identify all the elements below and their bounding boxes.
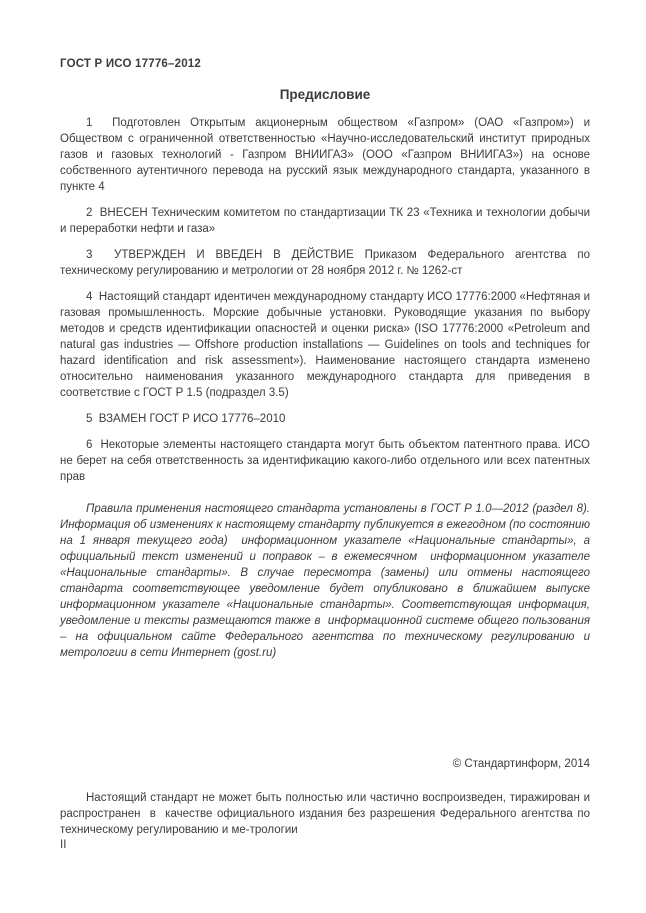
copyright-line: © Стандартинформ, 2014: [452, 758, 590, 770]
document-code-header: ГОСТ Р ИСО 17776–2012: [60, 58, 201, 70]
foreword-item-4: 4 Настоящий стандарт идентичен международному стандарту ИСО 17776:2000 «Нефтяная и газовая промышленность. Морские добычные установки. Руководящие указания по выбору методов и средств идентификации опасностей и оценки риска» (ISO 17776:2000 «Petroleum and natural gas industries — Offshore production installations — Guidelines on tools and techniques for hazard identification and risk assessment»). Наименование настоящего стандарта изменено относительно наименования указанного международного стандарта для приведения в соответствие с ГОСТ Р 1.5 (подраздел 3.5): [60, 291, 590, 399]
foreword-item-2: 2 ВНЕСЕН Техническим комитетом по стандартизации ТК 23 «Техника и технологии добычи и переработки нефти и газа»: [60, 207, 590, 235]
foreword-item-1: 1 Подготовлен Открытым акционерным обществом «Газпром» (ОАО «Газпром») и Обществом с ограниченной ответственностью «Научно-исследовательский институт природных газов и газовых технологий - Газпром ВНИИГАЗ» (ООО «Газпром ВНИИГАЗ») на основе собственного аутентичного перевода на русский язык международного стандарта, указанного в пункте 4: [60, 117, 590, 193]
page-title: Предисловие: [279, 87, 371, 102]
foreword-item-3: 3 УТВЕРЖДЕН И ВВЕДЕН В ДЕЙСТВИЕ Приказом Федерального агентства по техническому регулированию и метрологии от 28 ноября 2012 г. № 1262-ст: [60, 249, 590, 277]
application-rules-note: Правила применения настоящего стандарта установлены в ГОСТ Р 1.0—2012 (раздел 8). Информация об изменениях к настоящему стандарту публикуется в ежегодном (по состоянию на 1 января текущего года) информационном указателе «Национальные стандарты», а официальный текст изменений и поправок – в ежемесячном информационном указателе «Национальные стандарты». В случае пересмотра (замены) или отмены настоящего стандарта соответствующее уведомление будет опубликовано в ближайшем выпуске информационном указателе «Национальные стандарты». Соответствующая информация, уведомление и тексты размещаются также в информационной системе общего пользования – на официальном сайте Федерального агентства по техническому регулированию и метрологии в сети Интернет (gost.ru): [60, 503, 590, 659]
foreword-item-5: 5 ВЗАМЕН ГОСТ Р ИСО 17776–2010: [86, 413, 286, 425]
foreword-item-6: 6 Некоторые элементы настоящего стандарта могут быть объектом патентного права. ИСО не берет на себя ответственность за идентификацию какого-либо отдельного или всех патентных прав: [60, 439, 590, 483]
page-number: II: [60, 839, 67, 851]
reproduction-restriction-notice: Настоящий стандарт не может быть полностью или частично воспроизведен, тиражирован и распространен в качестве официального издания без разрешения Федерального агентства по техническому регулированию и ме-трологии: [60, 792, 590, 836]
